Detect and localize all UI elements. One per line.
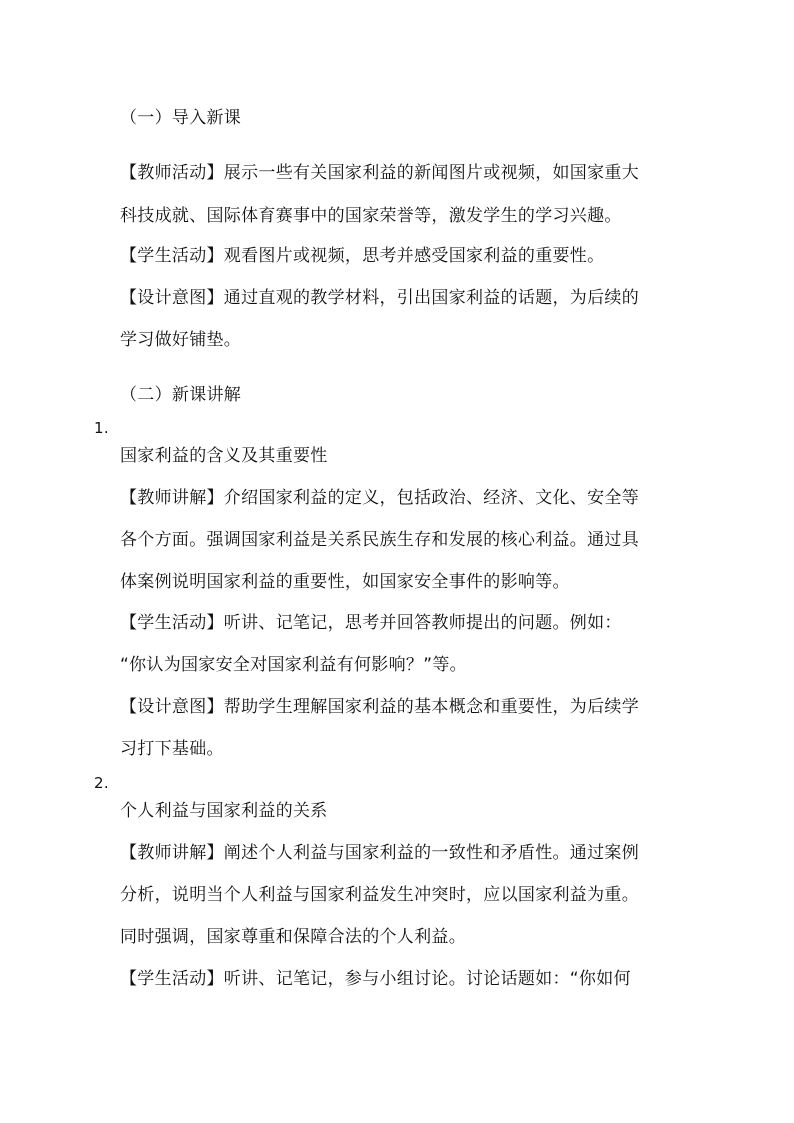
item-title-1: 国家利益的含义及其重要性 [120,446,328,466]
section-heading-intro: （一）导入新课 [120,108,242,128]
design-intent-line-2: 学习做好铺垫。 [120,330,242,350]
item2-line-2: 分析，说明当个人利益与国家利益发生冲突时，应以国家利益为重。 [120,885,639,905]
section-heading-lecture: （二）新课讲解 [120,385,242,405]
item1-line-4: 【学生活动】听讲、记笔记，思考并回答教师提出的问题。例如： [120,613,622,633]
item1-line-3: 体案例说明国家利益的重要性，如国家安全事件的影响等。 [120,572,570,592]
item-number-1: 1. [94,419,109,437]
item2-line-3: 同时强调，国家尊重和保障合法的个人利益。 [120,927,466,947]
item1-line-7: 习打下基础。 [120,739,224,759]
item1-line-5: “你认为国家安全对国家利益有何影响？”等。 [120,655,467,675]
student-activity-line-1: 【学生活动】观看图片或视频，思考并感受国家利益的重要性。 [120,246,605,266]
teacher-activity-line-1: 【教师活动】展示一些有关国家利益的新闻图片或视频，如国家重大 [120,163,639,183]
item-number-2: 2. [94,774,109,792]
design-intent-line-1: 【设计意图】通过直观的教学材料，引出国家利益的话题，为后续的 [120,288,639,308]
item1-line-6: 【设计意图】帮助学生理解国家利益的基本概念和重要性，为后续学 [120,697,639,717]
item1-line-2: 各个方面。强调国家利益是关系民族生存和发展的核心利益。通过具 [120,530,639,550]
item1-line-1: 【教师讲解】介绍国家利益的定义，包括政治、经济、文化、安全等 [120,488,639,508]
item2-line-1: 【教师讲解】阐述个人利益与国家利益的一致性和矛盾性。通过案例 [120,843,639,863]
item-title-2: 个人利益与国家利益的关系 [120,801,328,821]
teacher-activity-line-2: 科技成就、国际体育赛事中的国家荣誉等，激发学生的学习兴趣。 [120,206,622,226]
item2-line-4: 【学生活动】听讲、记笔记，参与小组讨论。讨论话题如：“你如何 [120,969,631,989]
